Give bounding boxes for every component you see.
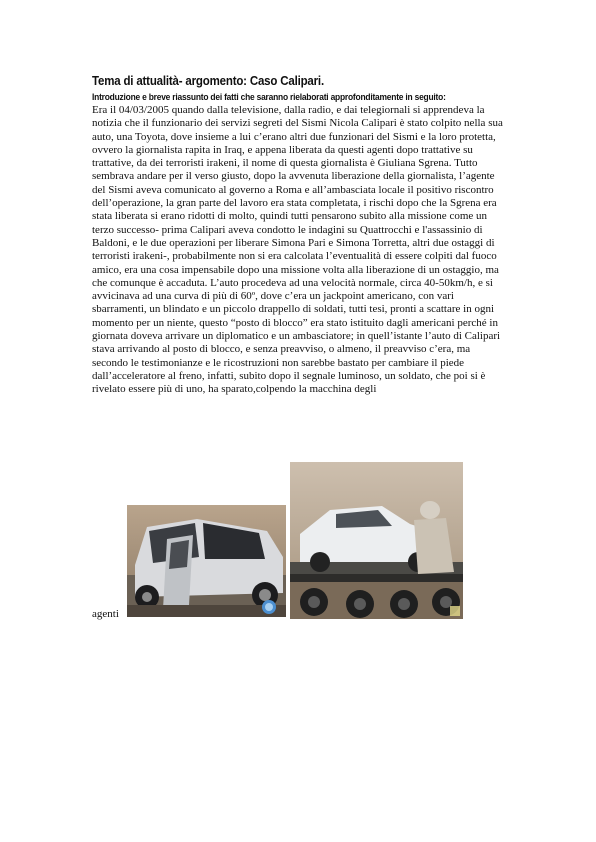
document-title: Tema di attualità- argomento: Caso Calipari. xyxy=(92,74,324,88)
photo-caption: agenti xyxy=(92,608,119,620)
car-on-truck-photo xyxy=(290,462,463,619)
body-paragraph: Era il 04/03/2005 quando dalla televisione, dalla radio, e dai telegiornali si apprendeva la notizia che il funzionario dei servizi segreti del Sismi Nicola Calipari è stato colpito nella sua auto, una Toyota, dove insieme a lui c’erano altri due funzionari del Sismi e la loro protetta, ovvero la giornalista rapita in Iraq, e appena liberata da questi agenti dopo trattative su trattative, da dei terroristi irakeni, il nome di questa giornalista è Giuliana Sgrena. Tutto sembrava andare per il verso giusto, dopo la avvenuta liberazione della giornalista, l’agente del Sismi aveva comunicato al governo a Roma e all’ambasciata locale il positivo riscontro dell’operazione, la gran parte del lavoro era stata completata, i rischi dopo che la Sgrena era stata liberata si erano ridotti di molto, quindi tutti pensarono subito alla missione come un terzo successo- prima Calipari aveva condotto le indagini su Quattrocchi e l'assassinio di Baldoni, e le due operazioni per liberare Simona Pari e Simona Torretta, altri due ostaggi di terroristi irakeni-, probabilmente non si era calcolata l’eventualità di essere colpiti dal fuoco amico, era una cosa impensabile dopo una missione volta alla liberazione di un ostaggio, ma che comunque è accaduta. L’auto procedeva ad una velocità normale, circa 40-50km/h, e si avvicinava ad una curva di più di 60º, dove c’era un jackpoint americano, con vari sbarramenti, un blindato e un piccolo drappello di soldati, tutti tesi, pronti a scattare in ogni momento per un niente, questo “posto di blocco” era stato istituito dagli americani perché in giornata doveva arrivare un diplomatico e un ambasciatore; in quell’istante l’auto di Calipari stava arrivando al posto di blocco, e senza preavviso, o almeno, il preavviso c’era, ma secondo le testimonianze e le ricostruzioni non sarebbe bastato per cambiare il piede dall’acceleratore al freno, infatti, subito dopo il segnale luminoso, un soldato, che poi si è rivelato essere più di uno, ha sparato,colpendo la macchina degli xyxy=(92,104,503,396)
car-damaged-photo xyxy=(127,505,286,617)
document-subtitle: Introduzione e breve riassunto dei fatti che saranno rielaborati approfonditamente in seguito: xyxy=(92,92,446,103)
